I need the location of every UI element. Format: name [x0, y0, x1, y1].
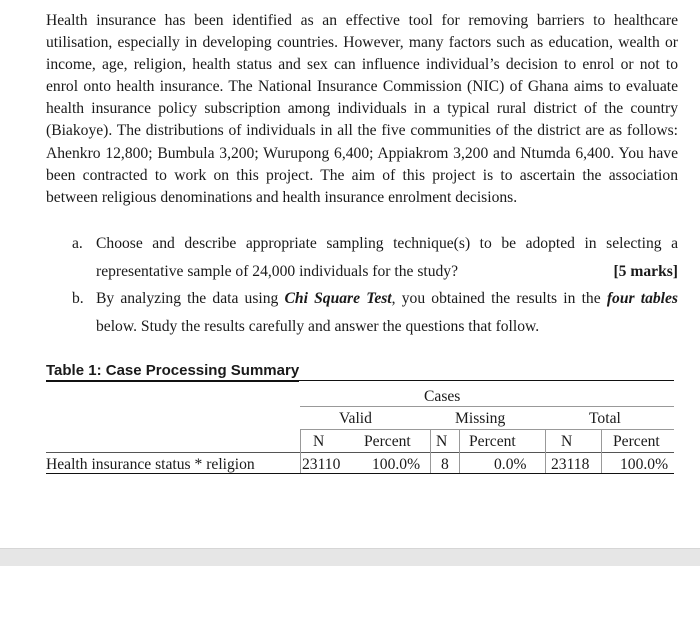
total-header: Total [589, 410, 621, 427]
missing-header: Missing [455, 410, 506, 427]
question-a-text: Choose and describe appropriate sampling technique(s) to be adopted in selecting a representative sample of 24,000 individuals for the study? [96, 235, 678, 280]
col-separator [459, 430, 460, 473]
total-n-cell: 23118 [551, 456, 590, 473]
question-a-label: a. [72, 235, 83, 252]
question-b-text: , you obtained the results in the [391, 290, 607, 307]
table-bottom-rule [46, 473, 674, 474]
col-separator [300, 430, 301, 473]
col-separator [601, 430, 602, 473]
missing-n-header: N [436, 433, 448, 450]
valid-percent-cell: 100.0% [372, 456, 421, 473]
valid-n-cell: 23110 [302, 456, 341, 473]
question-b-text: below. Study the results carefully and answer the questions that follow. [96, 318, 540, 335]
valid-percent-header: Percent [364, 433, 411, 450]
page-divider-bar [0, 548, 700, 567]
question-b-label: b. [72, 290, 84, 307]
missing-percent-cell: 0.0% [494, 456, 527, 473]
table-top-rule [46, 380, 674, 381]
question-a-marks: [5 marks] [613, 263, 678, 280]
col-separator [430, 430, 431, 473]
missing-percent-header: Percent [469, 433, 516, 450]
col-separator [545, 430, 546, 473]
header-divider [46, 452, 674, 453]
valid-n-header: N [313, 433, 325, 450]
intro-paragraph: Health insurance has been identified as an effective tool for removing barriers to healthcare utilisation, especially in developing countries. However, many factors such as education, wealth or income, age, religion, health status and sex can influence individual’s decision to enrol or not to enrol onto health insurance. The National Insurance Commission (NIC) of Ghana aims to evaluate health insurance policy subscription among individuals in a typical rural district of the country (Biakoye). The distributions of individuals in all the five communities of the district are as follows: Ahenkro 12,800; Bumbula 3,200; Wurupong 6,400; Appiakrom 3,200 and Ntumda 6,400. You have been contracted to work on this project. The aim of this project is to ascertain the association between religious denominations and health insurance enrolment decisions. [46, 12, 678, 206]
row-label: Health insurance status * religion [46, 456, 255, 473]
cases-underline [300, 406, 674, 407]
total-percent-cell: 100.0% [620, 456, 669, 473]
table-title: Table 1: Case Processing Summary [46, 362, 299, 382]
missing-n-cell: 8 [441, 456, 449, 473]
cases-header: Cases [424, 388, 461, 405]
total-n-header: N [561, 433, 573, 450]
question-b-text: By analyzing the data using [96, 290, 285, 307]
question-b [72, 285, 678, 341]
question-b-emphasis-tables: four tables [606, 290, 678, 307]
blank-area [0, 566, 700, 643]
question-a [72, 230, 678, 286]
question-b-emphasis-test: Chi Square Test [284, 290, 392, 307]
total-percent-header: Percent [613, 433, 660, 450]
valid-header: Valid [339, 410, 372, 427]
group-underline [300, 429, 674, 430]
